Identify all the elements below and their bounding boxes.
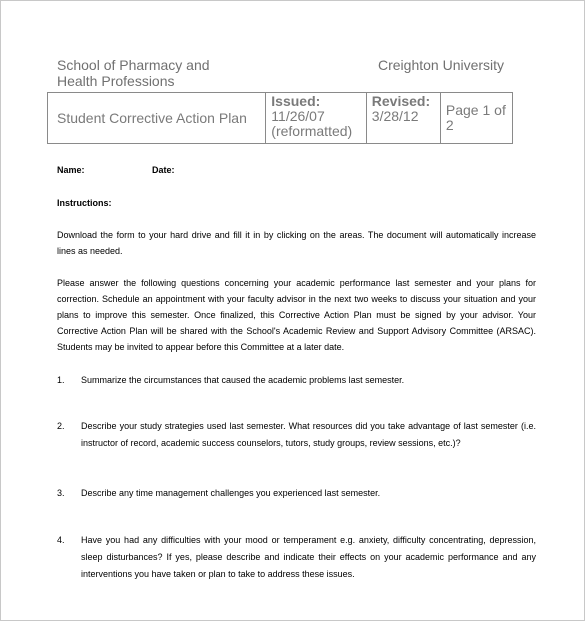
question-text: Have you had any difficulties with your mood or temperament e.g. anxiety, difficulty concentrating, depression, sleep disturbances? If yes, please describe and indicate their effects on your academic performance and any interventions you have taken or plan to take to address these issues.: [81, 535, 536, 579]
school-name-line1: School of Pharmacy and: [57, 57, 210, 73]
page-number-cell: [440, 93, 512, 144]
page-number-line1: Page 1 of: [445, 102, 506, 118]
issued-note: (reformatted): [271, 123, 353, 139]
question-number: 3.: [57, 488, 65, 498]
question-4: [57, 532, 536, 583]
question-number: 1.: [57, 375, 65, 385]
date-label: Date:: [152, 165, 175, 175]
issued-label: Issued:: [271, 93, 321, 109]
question-text: Describe your study strategies used last semester. What resources did you take advantage of last semester (i.e. instructor of record, academic success counselors, tutors, study groups, review sessions, etc.)?: [81, 421, 536, 448]
instructions-heading: Instructions:: [57, 198, 112, 208]
page-number-line2: 2: [445, 117, 454, 133]
instructions-paragraph-1: Download the form to your hard drive and fill it in by clicking on the areas. The document will automatically increase lines as needed.: [57, 230, 536, 256]
question-number: 4.: [57, 535, 65, 545]
question-3: [57, 485, 536, 502]
question-2: [57, 418, 536, 452]
revised-label: Revised:: [371, 93, 431, 109]
revised-cell: [366, 93, 440, 144]
name-label: Name:: [57, 165, 85, 175]
university-name: Creighton University: [378, 57, 505, 73]
document-title: Student Corrective Action Plan: [48, 93, 266, 144]
issued-date: 11/26/07: [271, 108, 325, 124]
question-number: 2.: [57, 421, 65, 431]
document-info-table: [47, 92, 513, 144]
question-text: Summarize the circumstances that caused the academic problems last semester.: [81, 375, 405, 385]
school-name: [57, 57, 210, 89]
question-text: Describe any time management challenges you experienced last semester.: [81, 488, 381, 498]
issued-cell: [266, 93, 367, 144]
instructions-paragraph-2: Please answer the following questions concerning your academic performance last semester and your plans for correction. Schedule an appointment with your faculty advisor in the next two weeks to discuss your situation and your plans to improve this semester. Once finalized, this Corrective Action Plan must be signed by your advisor. Your Corrective Action Plan will be shared with the School's Academic Review and Support Advisory Committee (ARSAC). Students may be invited to appear before this Committee at a later date.: [57, 278, 536, 352]
school-name-line2: Health Professions: [57, 73, 175, 89]
revised-date: 3/28/12: [371, 108, 419, 124]
question-1: [57, 372, 536, 389]
